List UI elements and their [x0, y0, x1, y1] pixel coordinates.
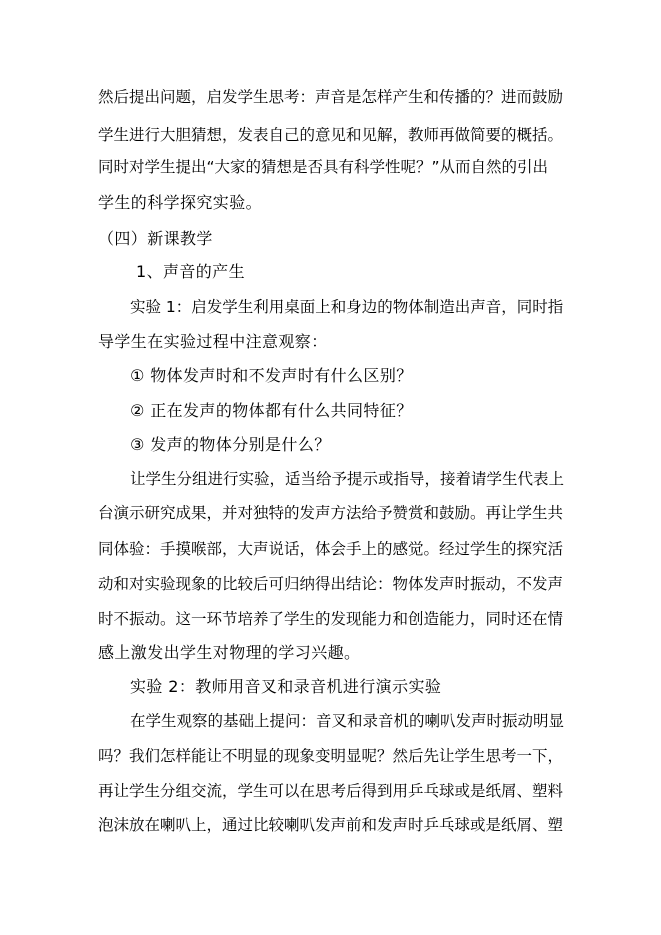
text-line: 时不振动。这一环节培养了学生的发现能力和创造能力，同时还在情: [98, 610, 564, 628]
text-line: 吗？我们怎样能让不明显的现象变明显呢？然后先让学生思考一下，: [98, 747, 564, 765]
text-line: 再让学生分组交流，学生可以在思考后得到用乒乓球或是纸屑、塑料: [98, 782, 564, 800]
text-line: 学生进行大胆猜想，发表自己的意见和见解，教师再做简要的概括。: [98, 126, 564, 144]
text-line: 同体验：手摸喉部，大声说话，体会手上的感觉。经过学生的探究活: [98, 540, 564, 558]
text-line: 动和对实验现象的比较后可归纳得出结论：物体发声时振动，不发声: [98, 575, 564, 593]
text-line: 然后提出问题，启发学生思考：声音是怎样产生和传播的？进而鼓励: [98, 88, 564, 106]
text-line: 在学生观察的基础上提问：音叉和录音机的喇叭发声时振动明显: [130, 712, 565, 730]
text-line: 学生的科学探究实验。: [98, 193, 263, 212]
section-heading: （四）新课教学: [98, 229, 213, 248]
text-line: 导学生在实验过程中注意观察：: [98, 332, 328, 351]
text-line: 台演示研究成果，并对独特的发声方法给予赞赏和鼓励。再让学生共: [98, 504, 564, 522]
list-item: ② 正在发声的物体都有什么共同特征？: [130, 401, 413, 420]
text-line: 感上激发出学生对物理的学习兴趣。: [98, 643, 361, 662]
text-line: 实验 2：教师用音叉和录音机进行演示实验: [130, 677, 442, 696]
text-line: 同时对学生提出“大家的猜想是否具有科学性呢？”从而自然的引出: [98, 158, 549, 176]
list-item: ③ 发声的物体分别是什么？: [130, 435, 331, 454]
text-line: 实验 1：启发学生利用桌面上和身边的物体制造出声音，同时指: [130, 298, 564, 316]
list-item: ① 物体发声时和不发声时有什么区别？: [130, 366, 413, 385]
subsection-heading: 1、声音的产生: [136, 262, 245, 281]
text-line: 泡沫放在喇叭上，通过比较喇叭发声前和发声时乒乓球或是纸屑、塑: [98, 816, 564, 834]
text-line: 让学生分组进行实验，适当给予提示或指导，接着请学生代表上: [130, 470, 565, 488]
